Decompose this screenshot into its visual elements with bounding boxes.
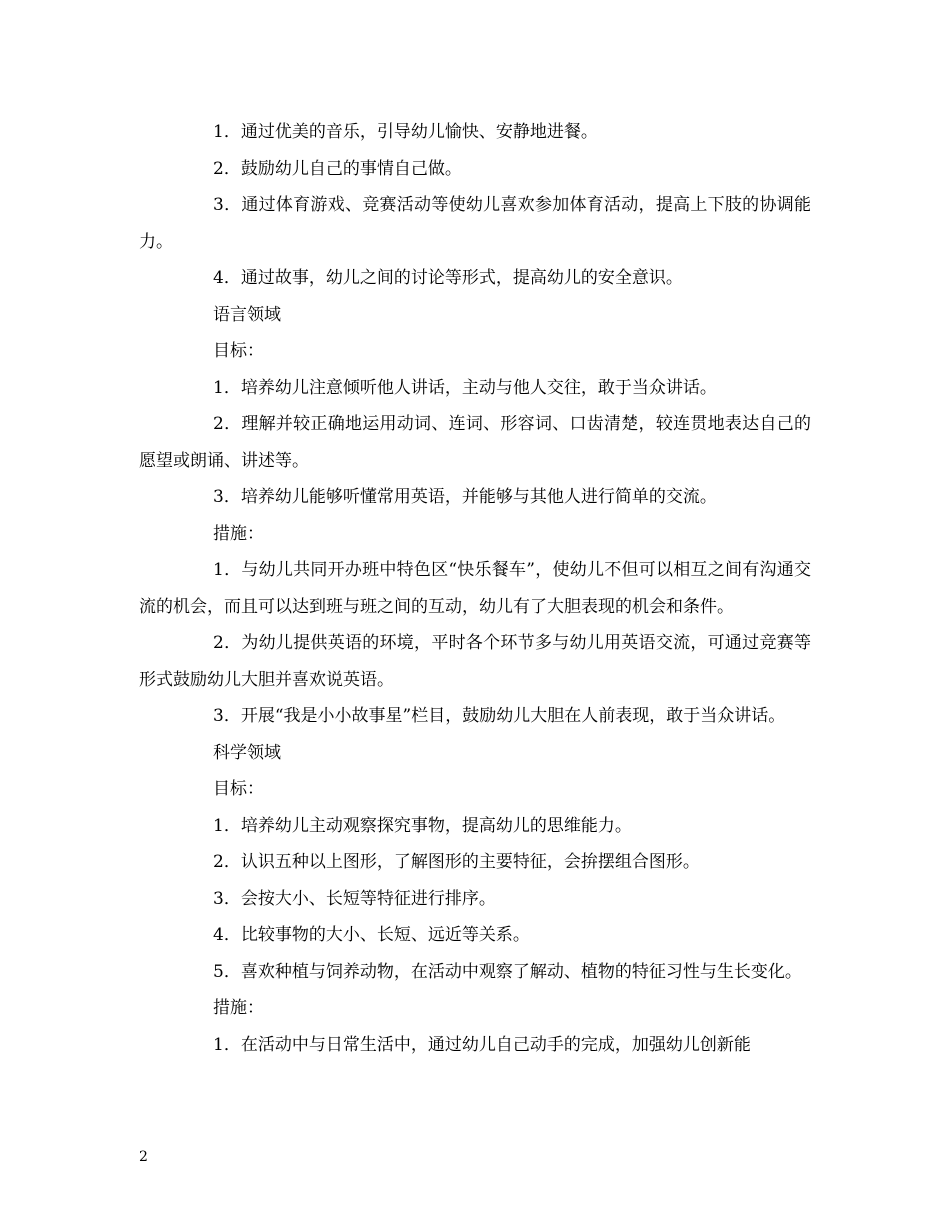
paragraph: 3．会按大小、长短等特征进行排序。 (213, 888, 496, 909)
paragraph: 3．开展“我是小小故事星”栏目，鼓励幼儿大胆在人前表现，敢于当众讲话。 (213, 706, 786, 726)
measures-label: 措施： (213, 523, 264, 544)
paragraph: 1．在活动中与日常生活中，通过幼儿自己动手的完成，加强幼儿创新能 (213, 1034, 751, 1055)
section-heading-science: 科学领域 (213, 742, 281, 763)
paragraph: 1．培养幼儿主动观察探究事物，提高幼儿的思维能力。 (213, 815, 632, 836)
paragraph: 2．为幼儿提供英语的环境，平时各个环节多与幼儿用英语交流，可通过竞赛等形式鼓励幼儿大胆并喜欢说英语。 (139, 633, 811, 690)
paragraph: 1．与幼儿共同开办班中特色区“快乐餐车”，使幼儿不但可以相互之间有沟通交流的机会，而且可以达到班与班之间的互动，幼儿有了大胆表现的机会和条件。 (139, 560, 811, 617)
paragraph: 2．理解并较正确地运用动词、连词、形容词、口齿清楚，较连贯地表达自己的愿望或朗诵、讲述等。 (139, 414, 811, 471)
goals-label: 目标： (213, 341, 264, 361)
paragraph: 4．通过故事，幼儿之间的讨论等形式，提高幼儿的安全意识。 (213, 268, 683, 288)
section-heading-language: 语言领域 (213, 304, 281, 325)
paragraph: 1．通过优美的音乐，引导幼儿愉快、安静地进餐。 (213, 122, 598, 142)
paragraph: 2．鼓励幼儿自己的事情自己做。 (213, 158, 462, 179)
goals-label: 目标： (213, 779, 264, 799)
paragraph: 3．培养幼儿能够听懂常用英语，并能够与其他人进行简单的交流。 (213, 487, 717, 507)
paragraph: 2．认识五种以上图形，了解图形的主要特征，会拚摆组合图形。 (213, 852, 700, 872)
page-body (139, 114, 811, 1063)
measures-label: 措施： (213, 998, 264, 1018)
paragraph: 3．通过体育游戏、竞赛活动等使幼儿喜欢参加体育活动，提高上下肢的协调能力。 (139, 195, 811, 252)
paragraph: 4．比较事物的大小、长短、远近等关系。 (213, 925, 530, 945)
page-number: 2 (139, 1149, 148, 1165)
paragraph: 1．培养幼儿注意倾听他人讲话，主动与他人交往，敢于当众讲话。 (213, 377, 717, 398)
paragraph: 5．喜欢种植与饲养动物，在活动中观察了解动、植物的特征习性与生长变化。 (213, 961, 802, 982)
